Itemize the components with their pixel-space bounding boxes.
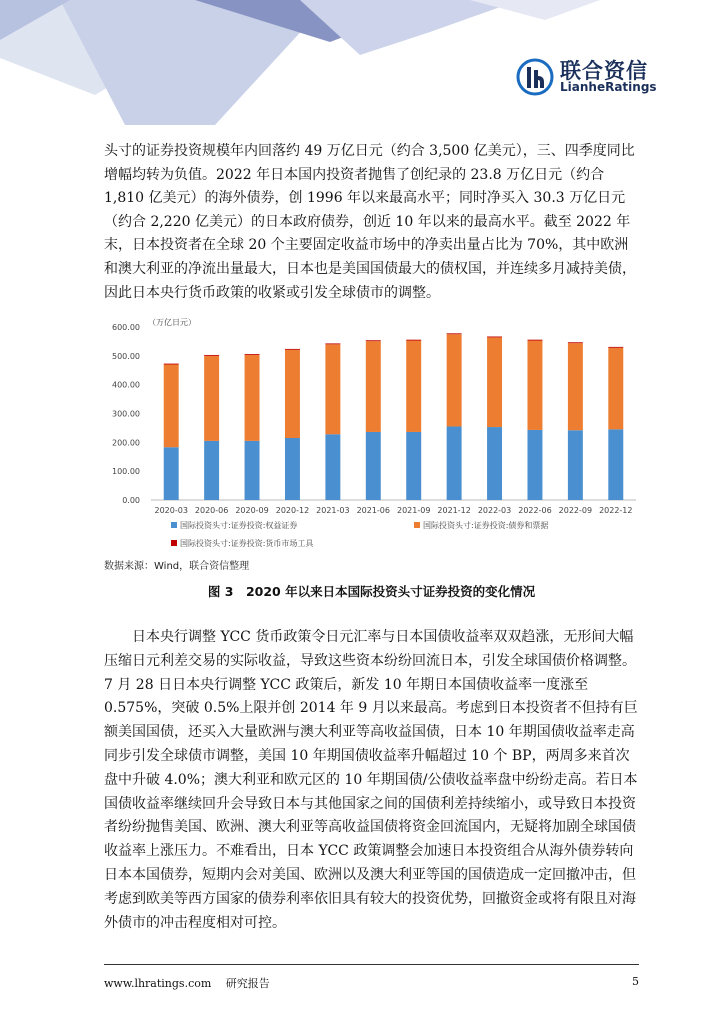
bar-segment-s1 bbox=[406, 432, 421, 500]
legend-swatch bbox=[171, 540, 177, 546]
x-tick-label: 2020-06 bbox=[194, 506, 229, 515]
bar-segment-s3 bbox=[527, 340, 542, 341]
y-tick-label: 400.00 bbox=[112, 380, 140, 390]
x-tick-label: 2021-09 bbox=[396, 506, 431, 515]
legend-label: 国际投资头寸:证券投资:债券和票据 bbox=[423, 521, 549, 530]
bar-segment-s1 bbox=[366, 432, 381, 500]
bar-segment-s3 bbox=[568, 342, 583, 343]
bar-segment-s3 bbox=[406, 340, 421, 341]
stacked-bar-chart bbox=[104, 317, 639, 555]
bar-segment-s3 bbox=[204, 355, 219, 356]
x-tick-label: 2022-03 bbox=[477, 506, 512, 515]
bar-segment-s2 bbox=[285, 350, 300, 438]
y-tick-label: 100.00 bbox=[112, 467, 140, 477]
x-tick-label: 2020-12 bbox=[275, 506, 310, 515]
logo-chinese-name: 联合资信 bbox=[560, 59, 648, 83]
y-unit-label: （万亿日元） bbox=[148, 318, 196, 327]
bar-segment-s3 bbox=[285, 349, 300, 350]
y-tick-label: 500.00 bbox=[112, 351, 140, 361]
bar-segment-s1 bbox=[568, 430, 583, 500]
bar-segment-s2 bbox=[164, 364, 179, 447]
bar-segment-s3 bbox=[608, 347, 623, 348]
bar-segment-s1 bbox=[487, 427, 502, 500]
bar-segment-s2 bbox=[366, 341, 381, 432]
bar-segment-s3 bbox=[487, 337, 502, 338]
bar-segment-s1 bbox=[608, 429, 623, 500]
bar-segment-s1 bbox=[325, 434, 340, 500]
body-paragraph-1: 头寸的证券投资规模年内回落约 49 万亿日元（约合 3,500 亿美元），三、四季度同比增幅均转为负值。2022 年日本国内投资者抛售了创纪录的 23.8 万亿日元（约合 1,810 亿美元）的海外债券，创 1996 年以来最高水平；同时净买入 30.3 万亿日元（约合 2,220 亿美元）的日本政府债券，创近 10 年以来的最高水平。截至 2022 年末，日本投资者在全球 20 个主要固定收益市场中的净卖出量占比为 70%，其中欧洲和澳大利亚的净流出量最大，日本也是美国国债最大的债权国，并连续多月减持美债，因此日本央行货币政策的收紧或引发全球债市的调整。 bbox=[104, 143, 636, 301]
bar-segment-s1 bbox=[204, 441, 219, 500]
x-tick-label: 2022-12 bbox=[599, 506, 633, 515]
bar-segment-s2 bbox=[568, 343, 583, 430]
bar-segment-s1 bbox=[285, 438, 300, 500]
x-tick-label: 2021-06 bbox=[356, 506, 391, 515]
bar-segment-s3 bbox=[325, 343, 340, 344]
y-tick-label: 0.00 bbox=[122, 496, 140, 505]
logo-emblem-icon bbox=[516, 58, 554, 96]
bar-segment-s1 bbox=[527, 430, 542, 500]
legend-swatch bbox=[171, 522, 177, 528]
y-tick-label: 300.00 bbox=[112, 409, 140, 419]
y-tick-label: 600.00 bbox=[112, 323, 140, 332]
bar-segment-s3 bbox=[447, 333, 462, 334]
legend-label: 国际投资头寸:证券投资:货币市场工具 bbox=[180, 539, 314, 548]
bar-segment-s3 bbox=[164, 364, 179, 365]
bar-segment-s2 bbox=[204, 356, 219, 441]
x-tick-label: 2022-09 bbox=[558, 506, 593, 515]
x-tick-label: 2021-03 bbox=[316, 506, 350, 515]
legend-swatch bbox=[414, 522, 420, 528]
bar-segment-s1 bbox=[164, 447, 179, 500]
y-tick-label: 200.00 bbox=[112, 438, 140, 448]
footer-divider bbox=[104, 964, 639, 965]
bar-segment-s2 bbox=[608, 348, 623, 430]
x-tick-label: 2022-06 bbox=[518, 506, 552, 515]
bar-segment-s2 bbox=[487, 337, 502, 427]
footer-website: www.lhratings.com 研究报告 bbox=[104, 977, 270, 990]
x-tick-label: 2020-03 bbox=[154, 506, 188, 515]
bar-segment-s2 bbox=[406, 341, 421, 432]
figure-source: 数据来源：Wind，联合资信整理 bbox=[104, 561, 250, 572]
x-tick-label: 2020-09 bbox=[235, 506, 269, 515]
bar-segment-s3 bbox=[366, 340, 381, 341]
x-tick-label: 2021-12 bbox=[437, 506, 471, 515]
bar-segment-s2 bbox=[447, 334, 462, 426]
legend-label: 国际投资头寸:证券投资:权益证券 bbox=[180, 521, 298, 530]
logo-english-name: LianheRatings bbox=[560, 80, 657, 94]
bar-segment-s2 bbox=[527, 341, 542, 430]
bar-segment-s1 bbox=[245, 441, 260, 500]
bar-segment-s1 bbox=[447, 426, 462, 500]
bar-segment-s2 bbox=[245, 355, 260, 441]
page-number: 5 bbox=[632, 975, 639, 988]
figure-caption: 图 3 2020 年以来日本国际投资头寸证券投资的变化情况 bbox=[207, 584, 536, 599]
bar-segment-s3 bbox=[245, 354, 260, 355]
bar-segment-s2 bbox=[325, 344, 340, 434]
body-paragraph-2: 日本央行调整 YCC 货币政策令日元汇率与日本国债收益率双双趋涨，无形间大幅压缩日元利差交易的实际收益，导致这些资本纷纷回流日本，引发全球国债价格调整。7 月 28 日日本央行调整 YCC 政策后，新发 10 年期日本国债收益率一度涨至 0.575%，突破 0.5%上限并创 2014 年 9 月以来最高。考虑到日本投资者不但持有巨额美国国债，还买入大量欧洲与澳大利亚等高收益国债，日本 10 年期国债收益率走高同步引发全球债市调整，美国 10 年期国债收益率升幅超过 10 个 BP，两周多来首次盘中升破 4.0%；澳大利亚和欧元区的 10 年期国债/公债收益率盘中纷纷走高。若日本国债收益率继续回升会导致日本与其他国家之间的国债利差持续缩小，或导致日本投资者纷纷抛售美国、欧洲、澳大利亚等高收益国债将资金回流国内，无疑将加剧全球国债收益率上涨压力。不难看出，日本 YCC 政策调整会加速日本投资组合从海外债券转向日本本国债券，短期内会对美国、欧洲以及澳大利亚等国的国债造成一定回撤冲击，但考虑到欧美等西方国家的债券利率依旧具有较大的投资优势，回撤资金或将有限且对海外债市的冲击程度相对可控。 bbox=[104, 629, 638, 931]
lianhe-ratings-logo bbox=[516, 55, 656, 99]
